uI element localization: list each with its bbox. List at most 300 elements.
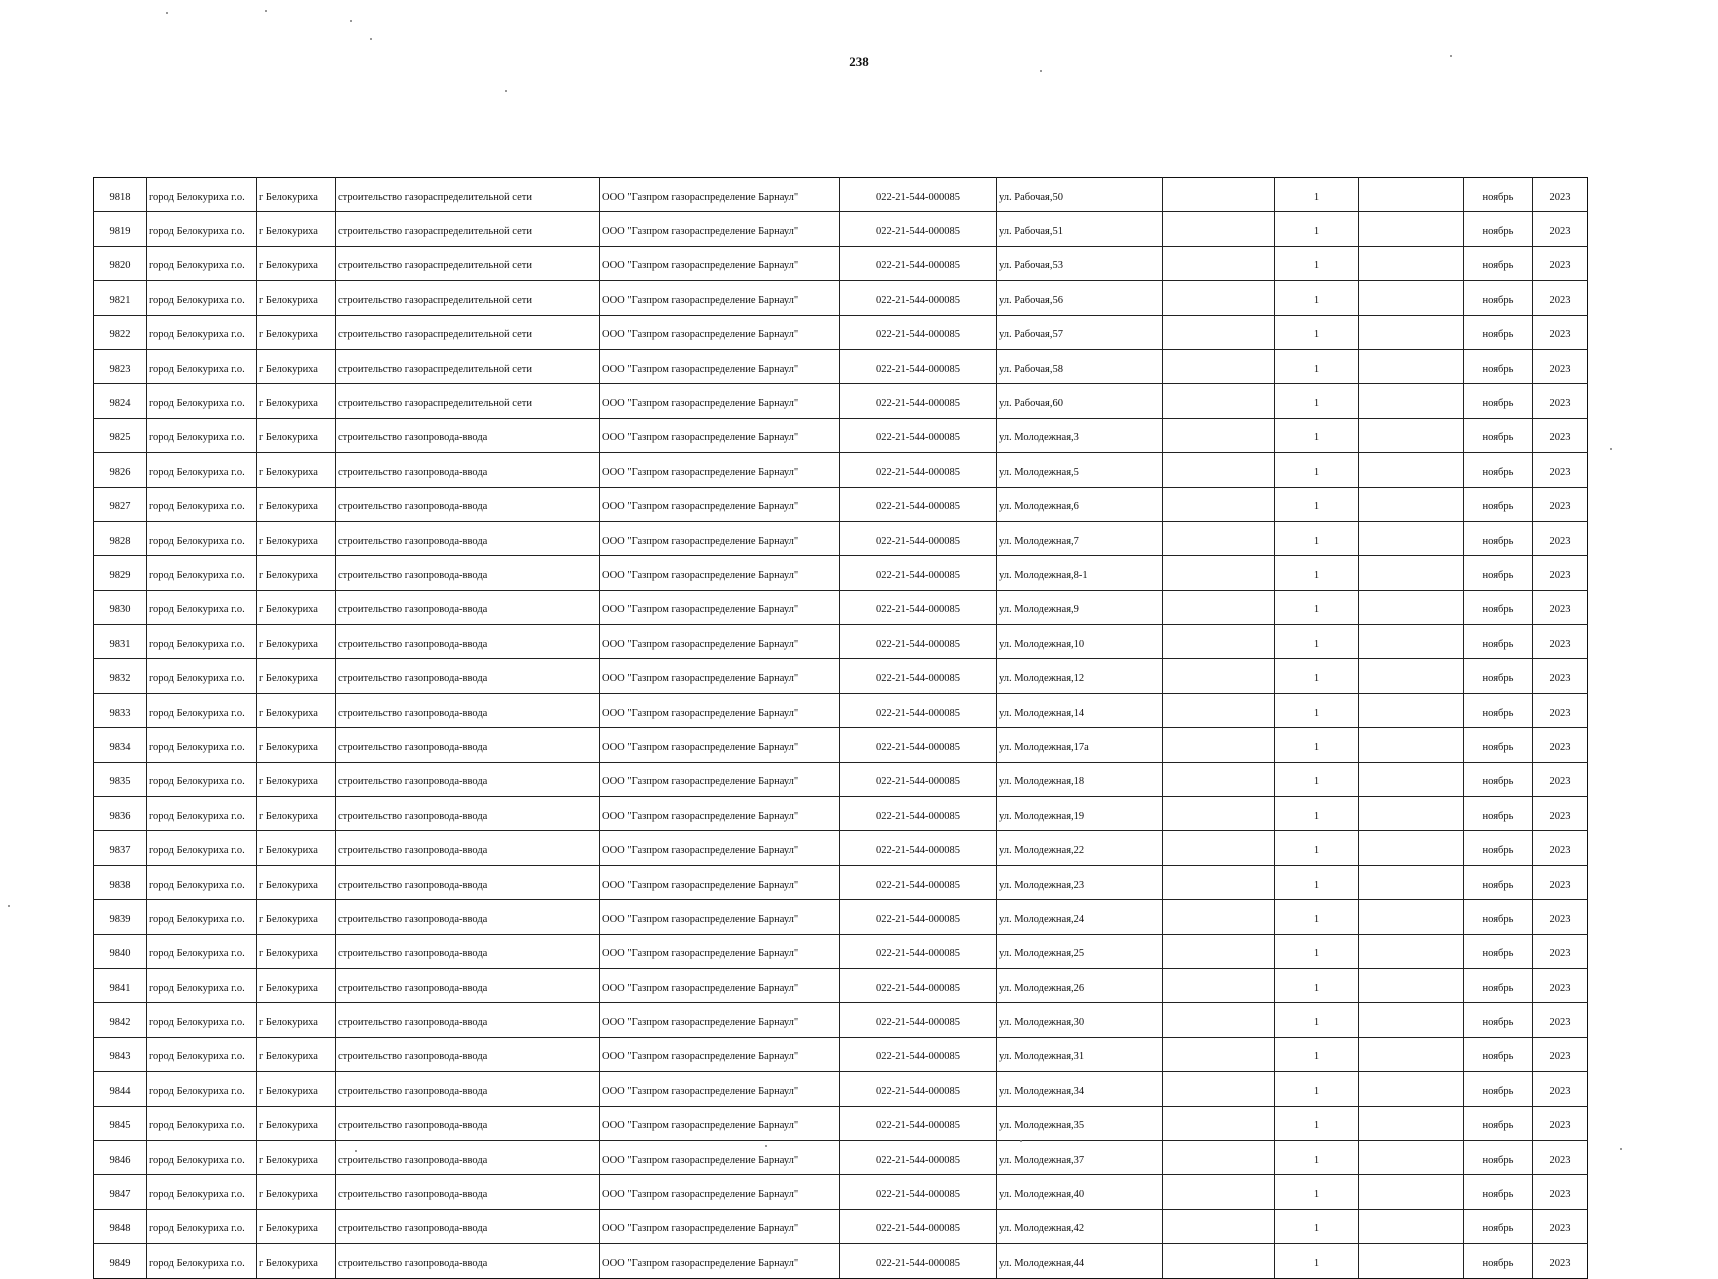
cell-code: 022-21-544-000085 — [840, 1175, 997, 1209]
cell-locality: г Белокуриха — [257, 1175, 336, 1209]
scan-speck — [505, 90, 507, 92]
cell-month: ноябрь — [1464, 1072, 1533, 1106]
cell-address: ул. Рабочая,51 — [997, 212, 1163, 246]
cell-number: 9832 — [94, 659, 147, 693]
cell-municipality: город Белокуриха г.о. — [147, 968, 257, 1002]
cell-work-type: строительство газораспределительной сети — [336, 246, 600, 280]
cell-code: 022-21-544-000085 — [840, 246, 997, 280]
cell-organization: ООО "Газпром газораспределение Барнаул" — [600, 315, 840, 349]
cell-municipality: город Белокуриха г.о. — [147, 797, 257, 831]
cell-empty — [1359, 693, 1464, 727]
cell-code: 022-21-544-000085 — [840, 521, 997, 555]
cell-year: 2023 — [1533, 934, 1588, 968]
cell-address: ул. Молодежная,5 — [997, 453, 1163, 487]
cell-empty — [1163, 1175, 1275, 1209]
table-row — [94, 1140, 1588, 1174]
cell-work-type: строительство газораспределительной сети — [336, 178, 600, 212]
cell-quantity: 1 — [1275, 246, 1359, 280]
cell-empty — [1359, 900, 1464, 934]
table-row — [94, 1209, 1588, 1243]
cell-empty — [1163, 1003, 1275, 1037]
cell-locality: г Белокуриха — [257, 1106, 336, 1140]
cell-empty — [1163, 453, 1275, 487]
cell-work-type: строительство газопровода-ввода — [336, 521, 600, 555]
cell-number: 9849 — [94, 1244, 147, 1278]
cell-empty — [1359, 315, 1464, 349]
cell-municipality: город Белокуриха г.о. — [147, 693, 257, 727]
cell-empty — [1163, 900, 1275, 934]
cell-quantity: 1 — [1275, 1244, 1359, 1278]
cell-quantity: 1 — [1275, 1175, 1359, 1209]
cell-empty — [1359, 625, 1464, 659]
cell-quantity: 1 — [1275, 625, 1359, 659]
cell-year: 2023 — [1533, 728, 1588, 762]
cell-year: 2023 — [1533, 1106, 1588, 1140]
cell-locality: г Белокуриха — [257, 934, 336, 968]
scan-speck — [166, 12, 168, 14]
cell-month: ноябрь — [1464, 625, 1533, 659]
cell-locality: г Белокуриха — [257, 178, 336, 212]
cell-empty — [1163, 1106, 1275, 1140]
cell-code: 022-21-544-000085 — [840, 556, 997, 590]
cell-work-type: строительство газопровода-ввода — [336, 1175, 600, 1209]
cell-month: ноябрь — [1464, 453, 1533, 487]
cell-address: ул. Молодежная,19 — [997, 797, 1163, 831]
cell-year: 2023 — [1533, 246, 1588, 280]
cell-organization: ООО "Газпром газораспределение Барнаул" — [600, 1209, 840, 1243]
cell-number: 9840 — [94, 934, 147, 968]
cell-empty — [1359, 590, 1464, 624]
cell-municipality: город Белокуриха г.о. — [147, 1140, 257, 1174]
cell-month: ноябрь — [1464, 384, 1533, 418]
cell-empty — [1359, 762, 1464, 796]
cell-number: 9828 — [94, 521, 147, 555]
cell-year: 2023 — [1533, 281, 1588, 315]
cell-work-type: строительство газопровода-ввода — [336, 556, 600, 590]
cell-number: 9841 — [94, 968, 147, 1002]
cell-organization: ООО "Газпром газораспределение Барнаул" — [600, 521, 840, 555]
cell-empty — [1359, 281, 1464, 315]
cell-empty — [1163, 728, 1275, 762]
cell-code: 022-21-544-000085 — [840, 762, 997, 796]
cell-organization: ООО "Газпром газораспределение Барнаул" — [600, 900, 840, 934]
cell-number: 9847 — [94, 1175, 147, 1209]
cell-number: 9842 — [94, 1003, 147, 1037]
cell-organization: ООО "Газпром газораспределение Барнаул" — [600, 178, 840, 212]
cell-year: 2023 — [1533, 1037, 1588, 1071]
cell-month: ноябрь — [1464, 487, 1533, 521]
cell-locality: г Белокуриха — [257, 728, 336, 762]
cell-year: 2023 — [1533, 693, 1588, 727]
cell-quantity: 1 — [1275, 934, 1359, 968]
scan-speck — [1620, 1148, 1622, 1150]
cell-quantity: 1 — [1275, 1140, 1359, 1174]
table-row — [94, 831, 1588, 865]
cell-empty — [1359, 453, 1464, 487]
cell-month: ноябрь — [1464, 728, 1533, 762]
scan-speck — [1610, 448, 1612, 450]
cell-work-type: строительство газораспределительной сети — [336, 281, 600, 315]
cell-code: 022-21-544-000085 — [840, 1072, 997, 1106]
cell-locality: г Белокуриха — [257, 556, 336, 590]
cell-quantity: 1 — [1275, 315, 1359, 349]
cell-work-type: строительство газопровода-ввода — [336, 831, 600, 865]
cell-locality: г Белокуриха — [257, 212, 336, 246]
cell-month: ноябрь — [1464, 797, 1533, 831]
cell-locality: г Белокуриха — [257, 625, 336, 659]
cell-locality: г Белокуриха — [257, 1072, 336, 1106]
cell-work-type: строительство газопровода-ввода — [336, 762, 600, 796]
scan-speck — [1040, 70, 1042, 72]
cell-locality: г Белокуриха — [257, 693, 336, 727]
scan-speck — [1020, 1140, 1022, 1142]
cell-year: 2023 — [1533, 659, 1588, 693]
cell-locality: г Белокуриха — [257, 1003, 336, 1037]
cell-year: 2023 — [1533, 590, 1588, 624]
cell-code: 022-21-544-000085 — [840, 1037, 997, 1071]
cell-organization: ООО "Газпром газораспределение Барнаул" — [600, 1106, 840, 1140]
cell-empty — [1359, 349, 1464, 383]
cell-year: 2023 — [1533, 178, 1588, 212]
cell-organization: ООО "Газпром газораспределение Барнаул" — [600, 1072, 840, 1106]
cell-organization: ООО "Газпром газораспределение Барнаул" — [600, 281, 840, 315]
cell-code: 022-21-544-000085 — [840, 453, 997, 487]
cell-organization: ООО "Газпром газораспределение Барнаул" — [600, 625, 840, 659]
cell-empty — [1359, 212, 1464, 246]
cell-number: 9822 — [94, 315, 147, 349]
cell-code: 022-21-544-000085 — [840, 315, 997, 349]
scan-speck — [355, 1150, 357, 1152]
cell-code: 022-21-544-000085 — [840, 1140, 997, 1174]
cell-locality: г Белокуриха — [257, 349, 336, 383]
cell-organization: ООО "Газпром газораспределение Барнаул" — [600, 556, 840, 590]
cell-municipality: город Белокуриха г.о. — [147, 1244, 257, 1278]
cell-municipality: город Белокуриха г.о. — [147, 1003, 257, 1037]
cell-empty — [1163, 212, 1275, 246]
cell-year: 2023 — [1533, 797, 1588, 831]
table-row — [94, 212, 1588, 246]
cell-work-type: строительство газопровода-ввода — [336, 1003, 600, 1037]
cell-municipality: город Белокуриха г.о. — [147, 900, 257, 934]
cell-year: 2023 — [1533, 831, 1588, 865]
cell-municipality: город Белокуриха г.о. — [147, 246, 257, 280]
cell-locality: г Белокуриха — [257, 590, 336, 624]
cell-quantity: 1 — [1275, 178, 1359, 212]
cell-municipality: город Белокуриха г.о. — [147, 521, 257, 555]
cell-locality: г Белокуриха — [257, 762, 336, 796]
cell-code: 022-21-544-000085 — [840, 349, 997, 383]
cell-address: ул. Молодежная,12 — [997, 659, 1163, 693]
cell-locality: г Белокуриха — [257, 1037, 336, 1071]
cell-empty — [1163, 246, 1275, 280]
cell-quantity: 1 — [1275, 1106, 1359, 1140]
cell-number: 9838 — [94, 865, 147, 899]
table-row — [94, 178, 1588, 212]
cell-empty — [1163, 349, 1275, 383]
cell-month: ноябрь — [1464, 659, 1533, 693]
cell-code: 022-21-544-000085 — [840, 1244, 997, 1278]
cell-month: ноябрь — [1464, 968, 1533, 1002]
cell-code: 022-21-544-000085 — [840, 281, 997, 315]
cell-address: ул. Рабочая,60 — [997, 384, 1163, 418]
cell-empty — [1163, 1037, 1275, 1071]
cell-organization: ООО "Газпром газораспределение Барнаул" — [600, 246, 840, 280]
cell-address: ул. Молодежная,31 — [997, 1037, 1163, 1071]
cell-empty — [1359, 1003, 1464, 1037]
cell-code: 022-21-544-000085 — [840, 693, 997, 727]
cell-number: 9845 — [94, 1106, 147, 1140]
cell-year: 2023 — [1533, 453, 1588, 487]
cell-empty — [1359, 1072, 1464, 1106]
cell-work-type: строительство газораспределительной сети — [336, 212, 600, 246]
cell-number: 9837 — [94, 831, 147, 865]
cell-municipality: город Белокуриха г.о. — [147, 1175, 257, 1209]
cell-address: ул. Молодежная,25 — [997, 934, 1163, 968]
table-row — [94, 1106, 1588, 1140]
cell-municipality: город Белокуриха г.о. — [147, 865, 257, 899]
cell-organization: ООО "Газпром газораспределение Барнаул" — [600, 1003, 840, 1037]
cell-month: ноябрь — [1464, 1175, 1533, 1209]
cell-municipality: город Белокуриха г.о. — [147, 349, 257, 383]
cell-organization: ООО "Газпром газораспределение Барнаул" — [600, 968, 840, 1002]
cell-month: ноябрь — [1464, 1003, 1533, 1037]
cell-work-type: строительство газопровода-ввода — [336, 1072, 600, 1106]
cell-organization: ООО "Газпром газораспределение Барнаул" — [600, 453, 840, 487]
cell-year: 2023 — [1533, 1072, 1588, 1106]
cell-quantity: 1 — [1275, 281, 1359, 315]
cell-municipality: город Белокуриха г.о. — [147, 934, 257, 968]
table-row — [94, 315, 1588, 349]
cell-year: 2023 — [1533, 1209, 1588, 1243]
cell-empty — [1163, 968, 1275, 1002]
cell-work-type: строительство газораспределительной сети — [336, 315, 600, 349]
scan-speck — [370, 38, 372, 40]
cell-locality: г Белокуриха — [257, 315, 336, 349]
cell-municipality: город Белокуриха г.о. — [147, 212, 257, 246]
table-row — [94, 1244, 1588, 1278]
cell-year: 2023 — [1533, 762, 1588, 796]
cell-code: 022-21-544-000085 — [840, 968, 997, 1002]
cell-month: ноябрь — [1464, 865, 1533, 899]
cell-number: 9836 — [94, 797, 147, 831]
cell-code: 022-21-544-000085 — [840, 934, 997, 968]
cell-code: 022-21-544-000085 — [840, 1209, 997, 1243]
cell-year: 2023 — [1533, 1175, 1588, 1209]
cell-address: ул. Молодежная,7 — [997, 521, 1163, 555]
table-row — [94, 384, 1588, 418]
cell-address: ул. Молодежная,6 — [997, 487, 1163, 521]
cell-work-type: строительство газопровода-ввода — [336, 625, 600, 659]
cell-work-type: строительство газопровода-ввода — [336, 1209, 600, 1243]
cell-year: 2023 — [1533, 900, 1588, 934]
cell-empty — [1359, 934, 1464, 968]
cell-organization: ООО "Газпром газораспределение Барнаул" — [600, 831, 840, 865]
cell-empty — [1359, 797, 1464, 831]
cell-municipality: город Белокуриха г.о. — [147, 487, 257, 521]
table-row — [94, 281, 1588, 315]
cell-municipality: город Белокуриха г.о. — [147, 728, 257, 762]
cell-quantity: 1 — [1275, 831, 1359, 865]
cell-municipality: город Белокуриха г.о. — [147, 453, 257, 487]
cell-quantity: 1 — [1275, 659, 1359, 693]
cell-month: ноябрь — [1464, 590, 1533, 624]
cell-number: 9843 — [94, 1037, 147, 1071]
cell-empty — [1163, 384, 1275, 418]
cell-quantity: 1 — [1275, 900, 1359, 934]
cell-organization: ООО "Газпром газораспределение Барнаул" — [600, 659, 840, 693]
cell-empty — [1163, 762, 1275, 796]
cell-municipality: город Белокуриха г.о. — [147, 178, 257, 212]
cell-number: 9823 — [94, 349, 147, 383]
cell-empty — [1163, 1209, 1275, 1243]
cell-address: ул. Молодежная,17а — [997, 728, 1163, 762]
cell-year: 2023 — [1533, 212, 1588, 246]
cell-locality: г Белокуриха — [257, 831, 336, 865]
cell-organization: ООО "Газпром газораспределение Барнаул" — [600, 1037, 840, 1071]
cell-address: ул. Молодежная,42 — [997, 1209, 1163, 1243]
registry-table — [93, 177, 1588, 1279]
cell-address: ул. Молодежная,23 — [997, 865, 1163, 899]
cell-empty — [1163, 590, 1275, 624]
cell-work-type: строительство газораспределительной сети — [336, 384, 600, 418]
cell-empty — [1359, 1106, 1464, 1140]
cell-organization: ООО "Газпром газораспределение Барнаул" — [600, 487, 840, 521]
cell-number: 9821 — [94, 281, 147, 315]
table-row — [94, 762, 1588, 796]
cell-municipality: город Белокуриха г.о. — [147, 1209, 257, 1243]
cell-address: ул. Молодежная,18 — [997, 762, 1163, 796]
cell-year: 2023 — [1533, 418, 1588, 452]
cell-quantity: 1 — [1275, 521, 1359, 555]
cell-address: ул. Молодежная,37 — [997, 1140, 1163, 1174]
cell-code: 022-21-544-000085 — [840, 590, 997, 624]
cell-month: ноябрь — [1464, 281, 1533, 315]
cell-month: ноябрь — [1464, 315, 1533, 349]
cell-empty — [1163, 418, 1275, 452]
cell-empty — [1163, 281, 1275, 315]
cell-month: ноябрь — [1464, 1106, 1533, 1140]
cell-locality: г Белокуриха — [257, 659, 336, 693]
scan-speck — [1450, 55, 1452, 57]
table-row — [94, 968, 1588, 1002]
cell-month: ноябрь — [1464, 934, 1533, 968]
cell-number: 9835 — [94, 762, 147, 796]
cell-month: ноябрь — [1464, 1037, 1533, 1071]
cell-empty — [1359, 1244, 1464, 1278]
table-row — [94, 418, 1588, 452]
cell-work-type: строительство газопровода-ввода — [336, 934, 600, 968]
cell-code: 022-21-544-000085 — [840, 1003, 997, 1037]
cell-month: ноябрь — [1464, 762, 1533, 796]
cell-empty — [1359, 728, 1464, 762]
cell-work-type: строительство газопровода-ввода — [336, 797, 600, 831]
cell-address: ул. Рабочая,57 — [997, 315, 1163, 349]
cell-empty — [1163, 487, 1275, 521]
table-row — [94, 865, 1588, 899]
page-number: 238 — [849, 54, 869, 69]
cell-number: 9818 — [94, 178, 147, 212]
table-row — [94, 590, 1588, 624]
cell-empty — [1359, 659, 1464, 693]
cell-address: ул. Молодежная,30 — [997, 1003, 1163, 1037]
scan-speck — [8, 905, 10, 907]
cell-month: ноябрь — [1464, 349, 1533, 383]
cell-organization: ООО "Газпром газораспределение Барнаул" — [600, 1140, 840, 1174]
cell-number: 9846 — [94, 1140, 147, 1174]
cell-organization: ООО "Газпром газораспределение Барнаул" — [600, 349, 840, 383]
table-row — [94, 625, 1588, 659]
registry-table-body — [94, 178, 1588, 1279]
cell-quantity: 1 — [1275, 1037, 1359, 1071]
cell-work-type: строительство газопровода-ввода — [336, 659, 600, 693]
table-row — [94, 1003, 1588, 1037]
cell-organization: ООО "Газпром газораспределение Барнаул" — [600, 1244, 840, 1278]
cell-locality: г Белокуриха — [257, 1244, 336, 1278]
cell-number: 9834 — [94, 728, 147, 762]
cell-empty — [1163, 625, 1275, 659]
cell-municipality: город Белокуриха г.о. — [147, 1072, 257, 1106]
cell-organization: ООО "Газпром газораспределение Барнаул" — [600, 797, 840, 831]
cell-organization: ООО "Газпром газораспределение Барнаул" — [600, 1175, 840, 1209]
cell-work-type: строительство газопровода-ввода — [336, 1244, 600, 1278]
cell-municipality: город Белокуриха г.о. — [147, 556, 257, 590]
cell-work-type: строительство газопровода-ввода — [336, 693, 600, 727]
cell-address: ул. Молодежная,8-1 — [997, 556, 1163, 590]
cell-number: 9831 — [94, 625, 147, 659]
cell-work-type: строительство газопровода-ввода — [336, 453, 600, 487]
cell-address: ул. Молодежная,34 — [997, 1072, 1163, 1106]
cell-code: 022-21-544-000085 — [840, 728, 997, 762]
cell-municipality: город Белокуриха г.о. — [147, 590, 257, 624]
cell-empty — [1163, 1244, 1275, 1278]
table-row — [94, 900, 1588, 934]
cell-empty — [1359, 831, 1464, 865]
cell-work-type: строительство газопровода-ввода — [336, 487, 600, 521]
cell-month: ноябрь — [1464, 831, 1533, 865]
cell-quantity: 1 — [1275, 590, 1359, 624]
table-row — [94, 1037, 1588, 1071]
cell-month: ноябрь — [1464, 246, 1533, 280]
table-row — [94, 693, 1588, 727]
cell-organization: ООО "Газпром газораспределение Барнаул" — [600, 212, 840, 246]
cell-code: 022-21-544-000085 — [840, 418, 997, 452]
cell-code: 022-21-544-000085 — [840, 384, 997, 418]
scan-speck — [765, 1145, 767, 1147]
cell-municipality: город Белокуриха г.о. — [147, 625, 257, 659]
cell-quantity: 1 — [1275, 865, 1359, 899]
cell-number: 9826 — [94, 453, 147, 487]
cell-number: 9848 — [94, 1209, 147, 1243]
cell-organization: ООО "Газпром газораспределение Барнаул" — [600, 934, 840, 968]
cell-work-type: строительство газопровода-ввода — [336, 728, 600, 762]
cell-quantity: 1 — [1275, 693, 1359, 727]
cell-quantity: 1 — [1275, 556, 1359, 590]
cell-empty — [1359, 521, 1464, 555]
cell-year: 2023 — [1533, 556, 1588, 590]
cell-address: ул. Молодежная,24 — [997, 900, 1163, 934]
cell-month: ноябрь — [1464, 521, 1533, 555]
cell-empty — [1359, 1037, 1464, 1071]
cell-address: ул. Молодежная,44 — [997, 1244, 1163, 1278]
cell-locality: г Белокуриха — [257, 968, 336, 1002]
cell-address: ул. Рабочая,58 — [997, 349, 1163, 383]
cell-quantity: 1 — [1275, 728, 1359, 762]
cell-address: ул. Молодежная,35 — [997, 1106, 1163, 1140]
table-row — [94, 934, 1588, 968]
cell-quantity: 1 — [1275, 1209, 1359, 1243]
cell-quantity: 1 — [1275, 1003, 1359, 1037]
cell-address: ул. Рабочая,50 — [997, 178, 1163, 212]
